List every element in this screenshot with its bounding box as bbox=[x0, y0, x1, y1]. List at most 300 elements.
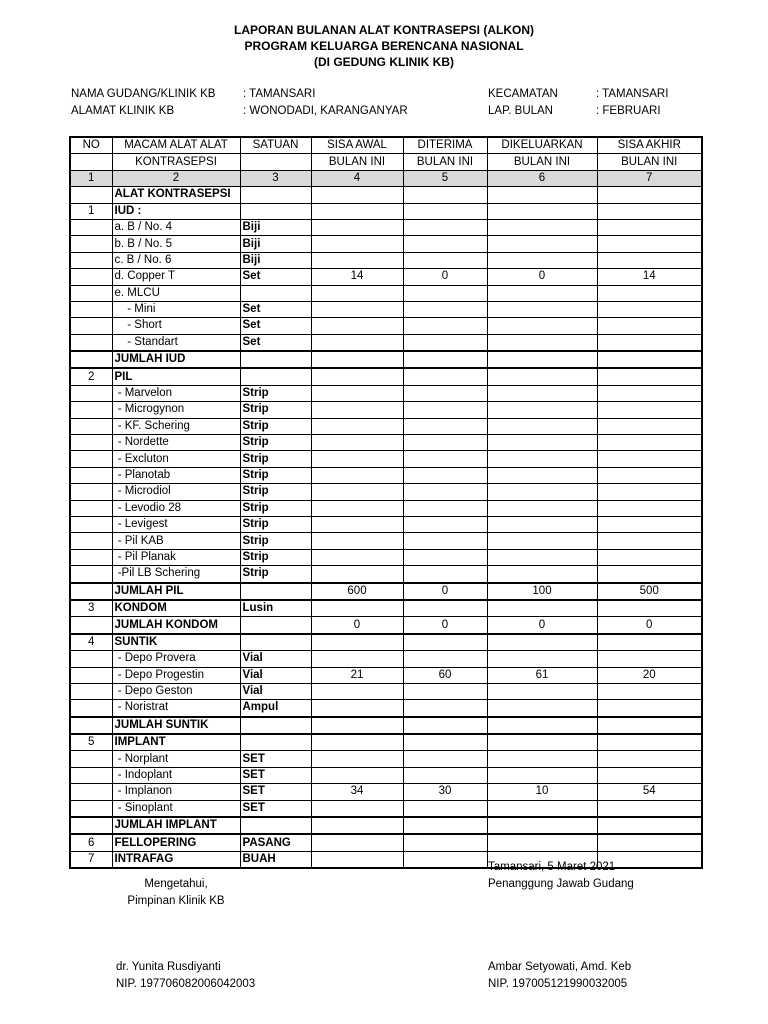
row-sisa-awal bbox=[311, 851, 403, 868]
row-sisa-akhir bbox=[597, 252, 702, 268]
title-line-3: (DI GEDUNG KLINIK KB) bbox=[314, 55, 454, 69]
table-row bbox=[70, 500, 702, 516]
row-item: - Depo Provera bbox=[112, 651, 240, 667]
row-sisa-akhir bbox=[597, 683, 702, 699]
row-no bbox=[70, 187, 112, 203]
row-no bbox=[70, 800, 112, 817]
row-sisa-akhir bbox=[597, 402, 702, 418]
row-sisa-akhir bbox=[597, 418, 702, 434]
table-row bbox=[70, 269, 702, 285]
row-satuan: Strip bbox=[240, 385, 311, 401]
row-satuan bbox=[240, 203, 311, 219]
row-sisa-akhir bbox=[597, 734, 702, 751]
row-satuan bbox=[240, 368, 311, 385]
column-number-row bbox=[70, 170, 702, 186]
row-no bbox=[70, 334, 112, 351]
row-item: FELLOPERING bbox=[112, 834, 240, 851]
table-row bbox=[70, 533, 702, 549]
row-dikeluarkan bbox=[487, 285, 597, 301]
row-sisa-akhir bbox=[597, 368, 702, 385]
col-num-4: 4 bbox=[311, 170, 403, 186]
row-diterima bbox=[403, 834, 487, 851]
table-row bbox=[70, 617, 702, 634]
row-no bbox=[70, 683, 112, 699]
table-row bbox=[70, 634, 702, 651]
row-item: -Pil LB Schering bbox=[112, 566, 240, 583]
row-sisa-akhir bbox=[597, 187, 702, 203]
row-no bbox=[70, 484, 112, 500]
row-diterima bbox=[403, 236, 487, 252]
row-sisa-akhir bbox=[597, 203, 702, 219]
row-dikeluarkan: 61 bbox=[487, 667, 597, 683]
row-diterima: 0 bbox=[403, 583, 487, 600]
row-diterima bbox=[403, 351, 487, 368]
col-num-5: 5 bbox=[403, 170, 487, 186]
row-sisa-awal bbox=[311, 334, 403, 351]
row-item: d. Copper T bbox=[112, 269, 240, 285]
row-sisa-awal bbox=[311, 252, 403, 268]
row-dikeluarkan: 0 bbox=[487, 617, 597, 634]
row-dikeluarkan bbox=[487, 368, 597, 385]
row-diterima: 30 bbox=[403, 784, 487, 800]
row-sisa-akhir: 14 bbox=[597, 269, 702, 285]
row-sisa-akhir bbox=[597, 751, 702, 767]
row-dikeluarkan bbox=[487, 767, 597, 783]
alamat-value: : WONODADI, KARANGANYAR bbox=[243, 105, 408, 117]
row-diterima bbox=[403, 533, 487, 549]
table-row bbox=[70, 187, 702, 203]
table-row bbox=[70, 516, 702, 532]
row-dikeluarkan bbox=[487, 516, 597, 532]
place-date: Tamansari, 5 Maret 2021 bbox=[488, 861, 616, 873]
row-diterima bbox=[403, 549, 487, 565]
row-sisa-awal bbox=[311, 800, 403, 817]
row-dikeluarkan bbox=[487, 451, 597, 467]
left-signer-name: dr. Yunita Rusdiyanti bbox=[116, 961, 221, 973]
row-diterima bbox=[403, 734, 487, 751]
row-dikeluarkan bbox=[487, 334, 597, 351]
row-diterima bbox=[403, 334, 487, 351]
row-sisa-awal bbox=[311, 301, 403, 317]
row-diterima bbox=[403, 467, 487, 483]
row-sisa-akhir bbox=[597, 435, 702, 451]
row-diterima bbox=[403, 435, 487, 451]
header-diterima-cont: BULAN INI bbox=[403, 154, 487, 170]
row-diterima bbox=[403, 252, 487, 268]
row-sisa-akhir bbox=[597, 451, 702, 467]
row-dikeluarkan bbox=[487, 236, 597, 252]
row-no bbox=[70, 301, 112, 317]
row-diterima bbox=[403, 368, 487, 385]
row-diterima bbox=[403, 717, 487, 734]
row-diterima bbox=[403, 385, 487, 401]
row-satuan: Strip bbox=[240, 451, 311, 467]
row-dikeluarkan bbox=[487, 252, 597, 268]
row-sisa-awal bbox=[311, 467, 403, 483]
row-satuan bbox=[240, 285, 311, 301]
row-diterima: 0 bbox=[403, 269, 487, 285]
table-row bbox=[70, 751, 702, 767]
row-satuan bbox=[240, 634, 311, 651]
row-sisa-awal bbox=[311, 516, 403, 532]
table-row bbox=[70, 334, 702, 351]
row-satuan bbox=[240, 187, 311, 203]
table-row bbox=[70, 285, 702, 301]
header-no: NO bbox=[70, 137, 112, 154]
row-item: SUNTIK bbox=[112, 634, 240, 651]
table-row bbox=[70, 834, 702, 851]
row-item: - Sinoplant bbox=[112, 800, 240, 817]
row-dikeluarkan bbox=[487, 435, 597, 451]
row-sisa-akhir bbox=[597, 318, 702, 334]
row-sisa-awal bbox=[311, 385, 403, 401]
row-item: - Microdiol bbox=[112, 484, 240, 500]
row-item: - Depo Geston bbox=[112, 683, 240, 699]
row-item: - Pil Planak bbox=[112, 549, 240, 565]
report-table bbox=[69, 136, 703, 869]
row-sisa-awal bbox=[311, 418, 403, 434]
row-satuan: Strip bbox=[240, 467, 311, 483]
row-dikeluarkan bbox=[487, 402, 597, 418]
row-sisa-akhir bbox=[597, 533, 702, 549]
penanggung-jawab: Penanggung Jawab Gudang bbox=[488, 878, 634, 890]
row-diterima bbox=[403, 402, 487, 418]
row-sisa-awal bbox=[311, 351, 403, 368]
row-dikeluarkan: 100 bbox=[487, 583, 597, 600]
row-sisa-akhir bbox=[597, 767, 702, 783]
row-no: 6 bbox=[70, 834, 112, 851]
table-row bbox=[70, 734, 702, 751]
row-sisa-awal bbox=[311, 566, 403, 583]
row-no bbox=[70, 467, 112, 483]
row-sisa-awal: 14 bbox=[311, 269, 403, 285]
row-satuan: Strip bbox=[240, 418, 311, 434]
table-row bbox=[70, 402, 702, 418]
col-num-2: 2 bbox=[112, 170, 240, 186]
row-sisa-akhir bbox=[597, 566, 702, 583]
row-diterima bbox=[403, 418, 487, 434]
row-satuan: Lusin bbox=[240, 600, 311, 617]
row-diterima bbox=[403, 187, 487, 203]
row-diterima bbox=[403, 451, 487, 467]
row-sisa-awal bbox=[311, 435, 403, 451]
row-dikeluarkan bbox=[487, 385, 597, 401]
row-sisa-awal: 34 bbox=[311, 784, 403, 800]
row-sisa-akhir bbox=[597, 500, 702, 516]
row-no bbox=[70, 318, 112, 334]
row-item: - Standart bbox=[112, 334, 240, 351]
row-satuan: SET bbox=[240, 751, 311, 767]
row-diterima: 60 bbox=[403, 667, 487, 683]
row-sisa-awal bbox=[311, 600, 403, 617]
row-no bbox=[70, 751, 112, 767]
row-sisa-awal bbox=[311, 549, 403, 565]
row-no bbox=[70, 252, 112, 268]
row-item: - Levigest bbox=[112, 516, 240, 532]
row-dikeluarkan bbox=[487, 318, 597, 334]
row-sisa-awal bbox=[311, 318, 403, 334]
row-sisa-akhir bbox=[597, 651, 702, 667]
row-dikeluarkan bbox=[487, 203, 597, 219]
row-diterima bbox=[403, 484, 487, 500]
bulan-label: LAP. BULAN bbox=[488, 105, 553, 117]
row-satuan: Vial bbox=[240, 683, 311, 699]
row-diterima bbox=[403, 800, 487, 817]
row-sisa-akhir bbox=[597, 600, 702, 617]
table-row bbox=[70, 318, 702, 334]
row-item: IMPLANT bbox=[112, 734, 240, 751]
alamat-label: ALAMAT KLINIK KB bbox=[71, 105, 175, 117]
row-item: b. B / No. 5 bbox=[112, 236, 240, 252]
row-satuan bbox=[240, 351, 311, 368]
row-item: JUMLAH SUNTIK bbox=[112, 717, 240, 734]
row-diterima: 0 bbox=[403, 617, 487, 634]
row-no bbox=[70, 219, 112, 235]
row-diterima bbox=[403, 634, 487, 651]
row-satuan: SET bbox=[240, 784, 311, 800]
row-sisa-akhir bbox=[597, 634, 702, 651]
title-line-1: LAPORAN BULANAN ALAT KONTRASEPSI (ALKON) bbox=[234, 23, 534, 37]
row-no bbox=[70, 236, 112, 252]
table-row bbox=[70, 717, 702, 734]
table-row bbox=[70, 484, 702, 500]
row-diterima bbox=[403, 767, 487, 783]
row-no bbox=[70, 500, 112, 516]
row-diterima bbox=[403, 817, 487, 834]
row-sisa-akhir bbox=[597, 301, 702, 317]
header-diterima: DITERIMA bbox=[403, 137, 487, 154]
row-sisa-awal bbox=[311, 700, 403, 717]
row-item: PIL bbox=[112, 368, 240, 385]
row-sisa-awal: 21 bbox=[311, 667, 403, 683]
table-row bbox=[70, 435, 702, 451]
row-dikeluarkan: 0 bbox=[487, 269, 597, 285]
row-dikeluarkan bbox=[487, 533, 597, 549]
row-sisa-akhir bbox=[597, 549, 702, 565]
row-item: - Excluton bbox=[112, 451, 240, 467]
table-row bbox=[70, 784, 702, 800]
row-dikeluarkan bbox=[487, 734, 597, 751]
gudang-value: : TAMANSARI bbox=[243, 88, 316, 100]
row-satuan: Set bbox=[240, 301, 311, 317]
row-no: 3 bbox=[70, 600, 112, 617]
row-sisa-akhir bbox=[597, 834, 702, 851]
row-satuan: Strip bbox=[240, 500, 311, 516]
row-no bbox=[70, 435, 112, 451]
col-num-7: 7 bbox=[597, 170, 702, 186]
row-satuan: Strip bbox=[240, 484, 311, 500]
row-no: 2 bbox=[70, 368, 112, 385]
row-sisa-awal bbox=[311, 484, 403, 500]
row-no bbox=[70, 767, 112, 783]
row-satuan bbox=[240, 734, 311, 751]
row-diterima bbox=[403, 203, 487, 219]
row-diterima bbox=[403, 301, 487, 317]
row-satuan: Strip bbox=[240, 549, 311, 565]
row-dikeluarkan bbox=[487, 549, 597, 565]
row-sisa-akhir bbox=[597, 817, 702, 834]
row-dikeluarkan bbox=[487, 834, 597, 851]
row-no bbox=[70, 285, 112, 301]
row-sisa-akhir bbox=[597, 484, 702, 500]
row-dikeluarkan bbox=[487, 484, 597, 500]
signature-right-top bbox=[488, 859, 634, 893]
row-sisa-akhir: 54 bbox=[597, 784, 702, 800]
row-sisa-akhir bbox=[597, 351, 702, 368]
row-diterima bbox=[403, 851, 487, 868]
right-signer-name: Ambar Setyowati, Amd. Keb bbox=[488, 961, 632, 973]
table-row bbox=[70, 203, 702, 219]
row-satuan: Biji bbox=[240, 252, 311, 268]
table-row bbox=[70, 467, 702, 483]
row-item: INTRAFAG bbox=[112, 851, 240, 868]
row-satuan: Biji bbox=[240, 219, 311, 235]
row-sisa-awal bbox=[311, 236, 403, 252]
row-item: - Indoplant bbox=[112, 767, 240, 783]
row-item: - Planotab bbox=[112, 467, 240, 483]
right-signer-nip: NIP. 197005121990032005 bbox=[488, 978, 628, 990]
row-sisa-awal bbox=[311, 285, 403, 301]
row-no bbox=[70, 269, 112, 285]
header-macam-cont: KONTRASEPSI bbox=[112, 154, 240, 170]
row-item: JUMLAH KONDOM bbox=[112, 617, 240, 634]
row-dikeluarkan bbox=[487, 351, 597, 368]
row-item: JUMLAH PIL bbox=[112, 583, 240, 600]
header-no-cont bbox=[70, 154, 112, 170]
row-item: - Noristrat bbox=[112, 700, 240, 717]
row-diterima bbox=[403, 219, 487, 235]
row-no bbox=[70, 351, 112, 368]
row-no bbox=[70, 418, 112, 434]
row-satuan bbox=[240, 617, 311, 634]
row-no: 7 bbox=[70, 851, 112, 868]
row-diterima bbox=[403, 683, 487, 699]
table-row bbox=[70, 351, 702, 368]
signature-right bbox=[488, 959, 631, 993]
row-sisa-awal bbox=[311, 817, 403, 834]
header-satuan: SATUAN bbox=[240, 137, 311, 154]
table-row bbox=[70, 385, 702, 401]
row-item: a. B / No. 4 bbox=[112, 219, 240, 235]
row-item: - Pil KAB bbox=[112, 533, 240, 549]
row-diterima bbox=[403, 700, 487, 717]
table-row bbox=[70, 566, 702, 583]
row-satuan: SET bbox=[240, 767, 311, 783]
header-dikeluarkan: DIKELUARKAN bbox=[487, 137, 597, 154]
row-dikeluarkan bbox=[487, 219, 597, 235]
row-dikeluarkan bbox=[487, 566, 597, 583]
row-sisa-awal bbox=[311, 187, 403, 203]
row-satuan: SET bbox=[240, 800, 311, 817]
row-sisa-akhir bbox=[597, 285, 702, 301]
row-no bbox=[70, 549, 112, 565]
row-satuan bbox=[240, 817, 311, 834]
pimpinan: Pimpinan Klinik KB bbox=[127, 895, 225, 907]
row-sisa-akhir: 500 bbox=[597, 583, 702, 600]
row-satuan: Strip bbox=[240, 435, 311, 451]
row-sisa-awal bbox=[311, 500, 403, 516]
row-dikeluarkan bbox=[487, 467, 597, 483]
row-no bbox=[70, 533, 112, 549]
row-sisa-awal bbox=[311, 533, 403, 549]
row-sisa-akhir bbox=[597, 700, 702, 717]
row-no: 4 bbox=[70, 634, 112, 651]
row-item: - KF. Schering bbox=[112, 418, 240, 434]
row-satuan: Set bbox=[240, 334, 311, 351]
row-dikeluarkan bbox=[487, 500, 597, 516]
row-no bbox=[70, 451, 112, 467]
row-sisa-awal bbox=[311, 767, 403, 783]
row-item: - Norplant bbox=[112, 751, 240, 767]
row-item: - Marvelon bbox=[112, 385, 240, 401]
row-sisa-akhir bbox=[597, 385, 702, 401]
bulan-value: : FEBRUARI bbox=[596, 105, 661, 117]
row-satuan: Set bbox=[240, 269, 311, 285]
row-dikeluarkan: 10 bbox=[487, 784, 597, 800]
row-no bbox=[70, 667, 112, 683]
row-no bbox=[70, 385, 112, 401]
row-no: 5 bbox=[70, 734, 112, 751]
row-sisa-akhir bbox=[597, 219, 702, 235]
header-satuan-cont bbox=[240, 154, 311, 170]
row-item: - Short bbox=[112, 318, 240, 334]
row-sisa-awal bbox=[311, 834, 403, 851]
table-row bbox=[70, 683, 702, 699]
row-satuan: Strip bbox=[240, 516, 311, 532]
row-diterima bbox=[403, 516, 487, 532]
row-item: JUMLAH IMPLANT bbox=[112, 817, 240, 834]
row-sisa-awal bbox=[311, 634, 403, 651]
row-dikeluarkan bbox=[487, 418, 597, 434]
row-satuan: Strip bbox=[240, 533, 311, 549]
row-no bbox=[70, 516, 112, 532]
row-dikeluarkan bbox=[487, 800, 597, 817]
row-no bbox=[70, 402, 112, 418]
row-sisa-awal: 0 bbox=[311, 617, 403, 634]
header-row-1 bbox=[70, 137, 702, 154]
row-sisa-awal bbox=[311, 402, 403, 418]
row-no bbox=[70, 784, 112, 800]
row-satuan: PASANG bbox=[240, 834, 311, 851]
info-left bbox=[71, 86, 408, 120]
row-diterima bbox=[403, 500, 487, 516]
row-satuan: Ampul bbox=[240, 700, 311, 717]
row-no bbox=[70, 566, 112, 583]
row-no bbox=[70, 651, 112, 667]
header-sisa-akhir: SISA AKHIR bbox=[597, 137, 702, 154]
table-row bbox=[70, 700, 702, 717]
header-sisa-awal: SISA AWAL bbox=[311, 137, 403, 154]
table-row bbox=[70, 651, 702, 667]
row-item: - Microgynon bbox=[112, 402, 240, 418]
row-satuan bbox=[240, 583, 311, 600]
row-no bbox=[70, 817, 112, 834]
info-right bbox=[488, 86, 668, 120]
header-row-2 bbox=[70, 154, 702, 170]
table-row bbox=[70, 600, 702, 617]
kecamatan-value: : TAMANSARI bbox=[596, 88, 669, 100]
table-row bbox=[70, 549, 702, 565]
row-item: - Depo Progestin bbox=[112, 667, 240, 683]
row-item: - Levodio 28 bbox=[112, 500, 240, 516]
row-dikeluarkan bbox=[487, 651, 597, 667]
row-dikeluarkan bbox=[487, 600, 597, 617]
row-dikeluarkan bbox=[487, 187, 597, 203]
row-sisa-akhir: 20 bbox=[597, 667, 702, 683]
row-diterima bbox=[403, 651, 487, 667]
report-title bbox=[0, 22, 768, 70]
row-item: e. MLCU bbox=[112, 285, 240, 301]
